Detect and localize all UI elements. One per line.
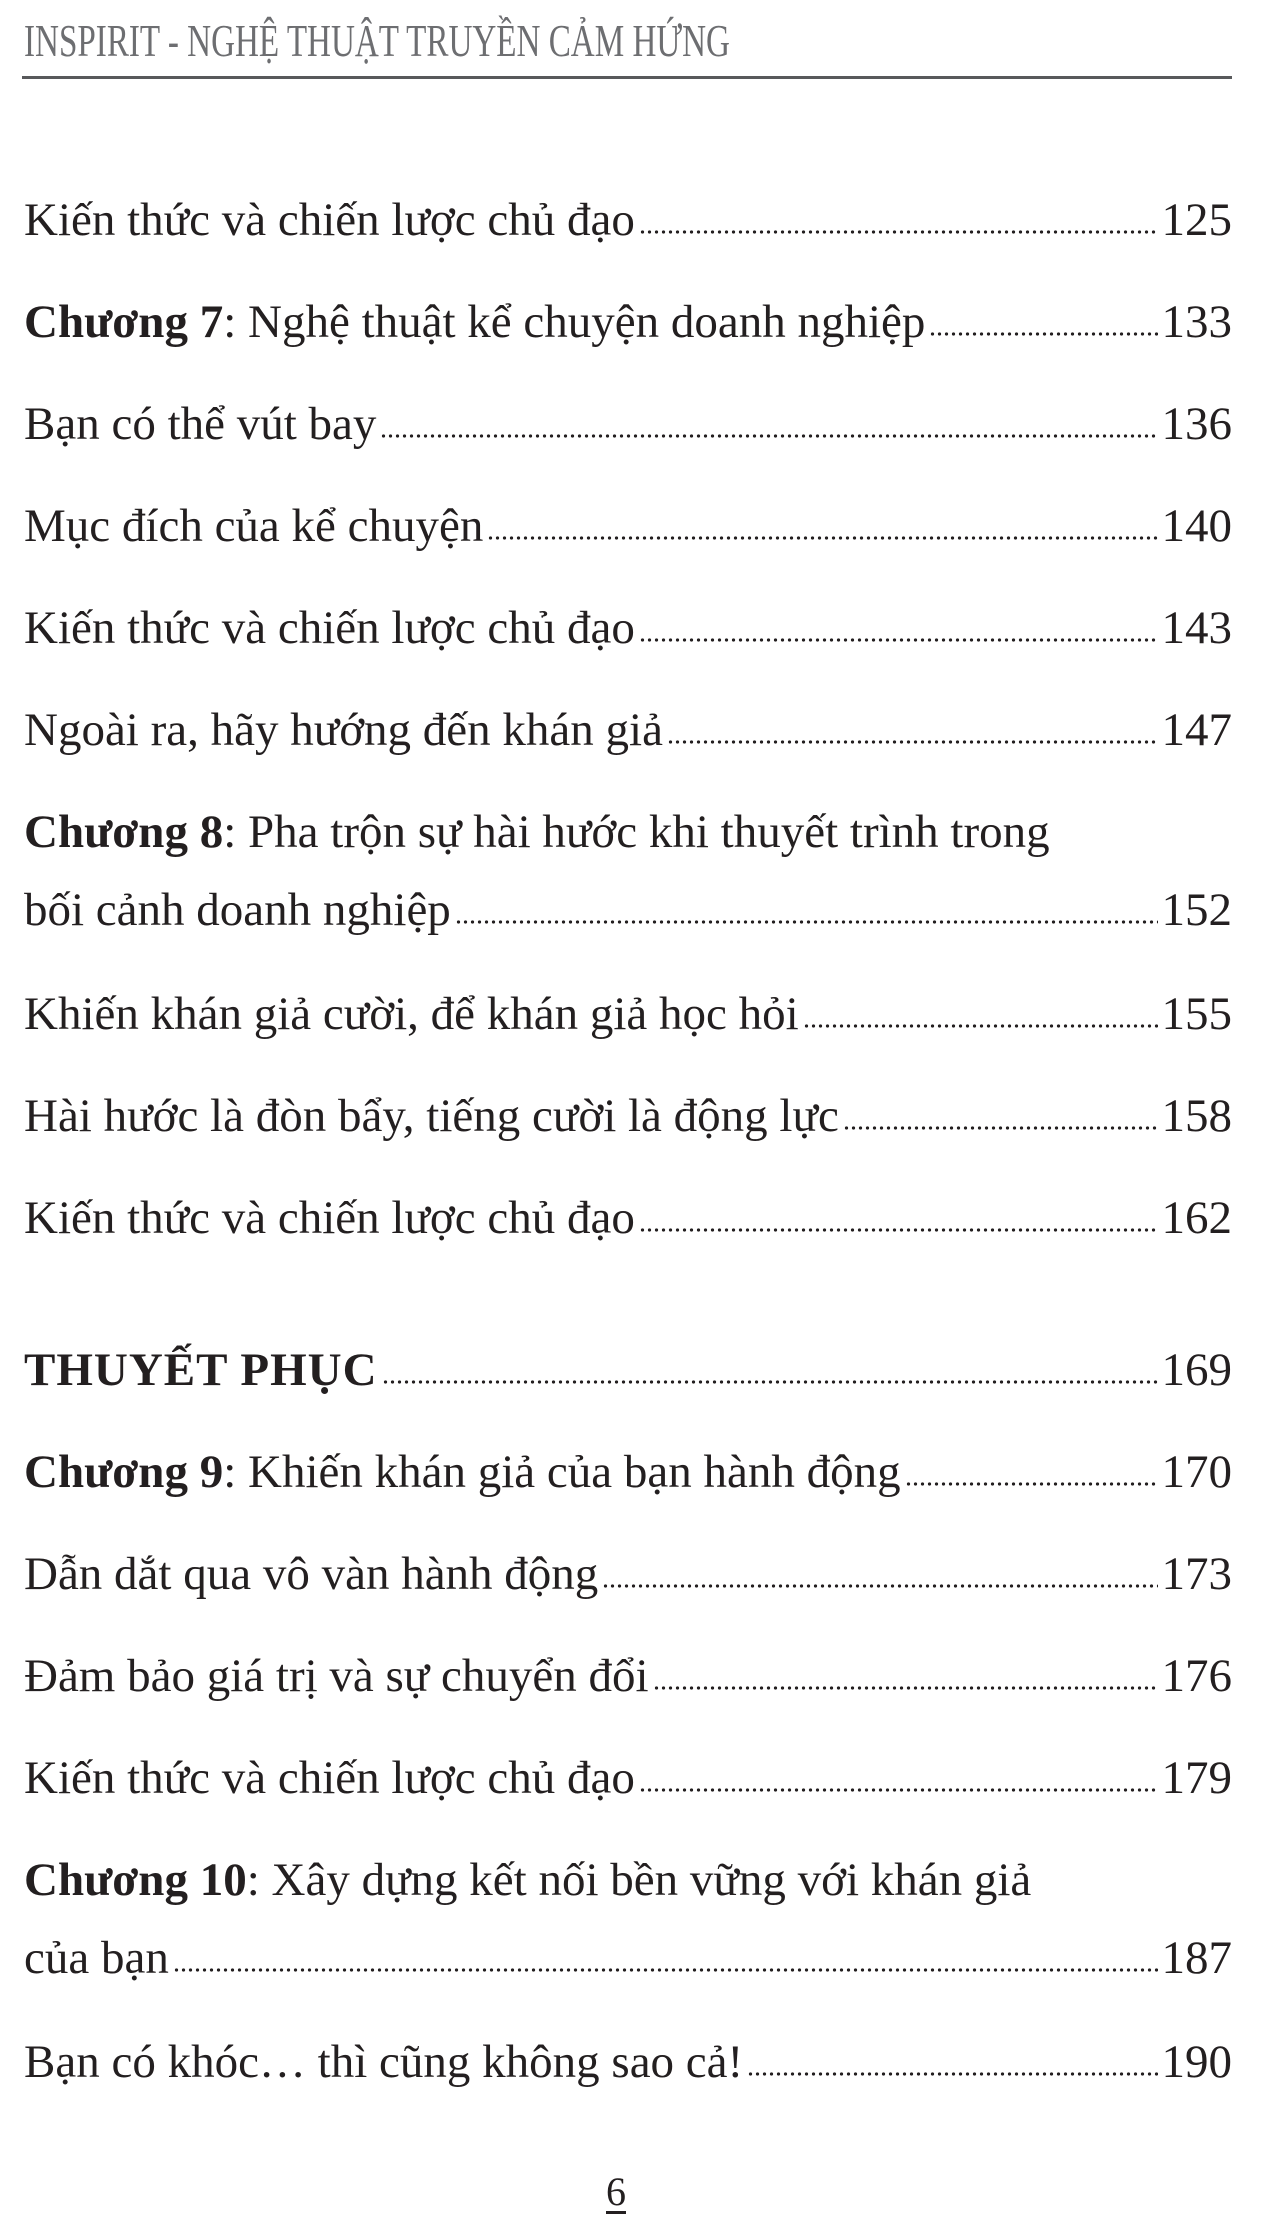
- toc-entry-title: Hài hước là đòn bẩy, tiếng cười là động lực: [24, 1090, 839, 1142]
- toc-entry-title: Bạn có khóc… thì cũng không sao cả!: [24, 2036, 744, 2088]
- toc-entry-page: 125: [1161, 194, 1232, 246]
- chapter-label: Chương 8: [24, 806, 224, 858]
- leader-dots: [747, 2070, 1157, 2078]
- toc-chapter-entry-line1[interactable]: Chương 10: Xây dựng kết nối bền vững với khán giả: [24, 1854, 1032, 1906]
- leader-dots: [905, 1480, 1158, 1488]
- leader-dots: [487, 534, 1157, 542]
- toc-entry[interactable]: [24, 1086, 1232, 1146]
- toc-entry-page: 147: [1161, 704, 1232, 756]
- toc-entry-page: 162: [1161, 1192, 1232, 1244]
- toc-section-entry[interactable]: [24, 1340, 1232, 1400]
- toc-entry-page: 179: [1161, 1752, 1232, 1804]
- toc-entry-title: Đảm bảo giá trị và sự chuyển đổi: [24, 1650, 649, 1702]
- toc-entry-title: Kiến thức và chiến lược chủ đạo: [24, 1192, 635, 1244]
- header-rule: [22, 76, 1232, 79]
- toc-entry-title: Mục đích của kể chuyện: [24, 500, 484, 552]
- toc-entry-title: bối cảnh doanh nghiệp: [24, 884, 451, 936]
- toc-chapter-entry[interactable]: [24, 880, 1232, 940]
- toc-entry-page: 136: [1161, 398, 1232, 450]
- toc-entry-page: 173: [1161, 1548, 1232, 1600]
- toc-entry[interactable]: [24, 984, 1232, 1044]
- toc-entry[interactable]: [24, 1544, 1232, 1604]
- toc-chapter-entry[interactable]: Chương 7: Nghệ thuật kể chuyện doanh nghiệp 133: [24, 292, 1232, 352]
- toc-entry[interactable]: [24, 1646, 1232, 1706]
- toc-entry[interactable]: [24, 700, 1232, 760]
- toc-entry-title: Khiến khán giả của bạn hành động: [248, 1446, 901, 1498]
- leader-dots: [639, 1786, 1158, 1794]
- toc-entry-page: 190: [1161, 2036, 1232, 2088]
- toc-entry-page: 158: [1161, 1090, 1232, 1142]
- toc-entry-title: Kiến thức và chiến lược chủ đạo: [24, 194, 635, 246]
- leader-dots: [602, 1582, 1157, 1590]
- leader-dots: [667, 738, 1158, 746]
- toc-entry-title-line1: Xây dựng kết nối bền vững với khán giả: [271, 1854, 1032, 1906]
- toc-entry-title: Khiến khán giả cười, để khán giả học hỏi: [24, 988, 799, 1040]
- toc-entry[interactable]: [24, 394, 1232, 454]
- toc-entry-page: 152: [1161, 884, 1232, 936]
- toc-entry-page: 155: [1161, 988, 1232, 1040]
- toc-chapter-entry[interactable]: [24, 1928, 1232, 1988]
- leader-dots: [455, 918, 1158, 926]
- leader-dots: [380, 432, 1157, 440]
- toc-entry-page: 170: [1161, 1446, 1232, 1498]
- toc-entry-page: 133: [1161, 296, 1232, 348]
- toc-entry-page: 176: [1161, 1650, 1232, 1702]
- toc-entry[interactable]: [24, 496, 1232, 556]
- chapter-label: Chương 10: [24, 1854, 247, 1906]
- toc-entry-title-line1: Pha trộn sự hài hước khi thuyết trình trong: [248, 806, 1050, 858]
- leader-dots: [843, 1124, 1158, 1132]
- toc-entry[interactable]: [24, 1748, 1232, 1808]
- toc-entry-title: Kiến thức và chiến lược chủ đạo: [24, 602, 635, 654]
- toc-chapter-entry[interactable]: Chương 9: Khiến khán giả của bạn hành động 170: [24, 1442, 1232, 1502]
- page-number: 6: [606, 2169, 626, 2214]
- running-header: INSPIRIT - NGHỆ THUẬT TRUYỀN CẢM HỨNG: [24, 15, 730, 66]
- chapter-label: Chương 7: [24, 296, 224, 348]
- leader-dots: [653, 1684, 1158, 1692]
- toc-entry[interactable]: [24, 598, 1232, 658]
- toc-entry-page: 169: [1161, 1344, 1232, 1396]
- leader-dots: [639, 228, 1158, 236]
- leader-dots: [173, 1966, 1158, 1974]
- toc-entry-title: của bạn: [24, 1932, 169, 1984]
- toc-chapter-entry-line1[interactable]: Chương 8: Pha trộn sự hài hước khi thuyết trình trong: [24, 806, 1050, 858]
- toc-entry[interactable]: [24, 2032, 1232, 2092]
- toc-entry-page: 140: [1161, 500, 1232, 552]
- toc-entry-title: Dẫn dắt qua vô vàn hành động: [24, 1548, 599, 1600]
- toc-entry-title: Kiến thức và chiến lược chủ đạo: [24, 1752, 635, 1804]
- section-title: THUYẾT PHỤC: [24, 1344, 378, 1396]
- toc-entry-page: 143: [1161, 602, 1232, 654]
- toc-entry-title: Bạn có thể vút bay: [24, 398, 377, 450]
- leader-dots: [639, 1226, 1158, 1234]
- leader-dots: [639, 636, 1158, 644]
- chapter-label: Chương 9: [24, 1446, 224, 1498]
- leader-dots: [803, 1022, 1158, 1030]
- leader-dots: [929, 330, 1157, 338]
- toc-entry[interactable]: [24, 190, 1232, 250]
- toc-entry-title: Nghệ thuật kể chuyện doanh nghiệp: [248, 296, 926, 348]
- leader-dots: [382, 1378, 1158, 1386]
- toc-entry-title: Ngoài ra, hãy hướng đến khán giả: [24, 704, 663, 756]
- toc-entry[interactable]: [24, 1188, 1232, 1248]
- toc-entry-page: 187: [1161, 1932, 1232, 1984]
